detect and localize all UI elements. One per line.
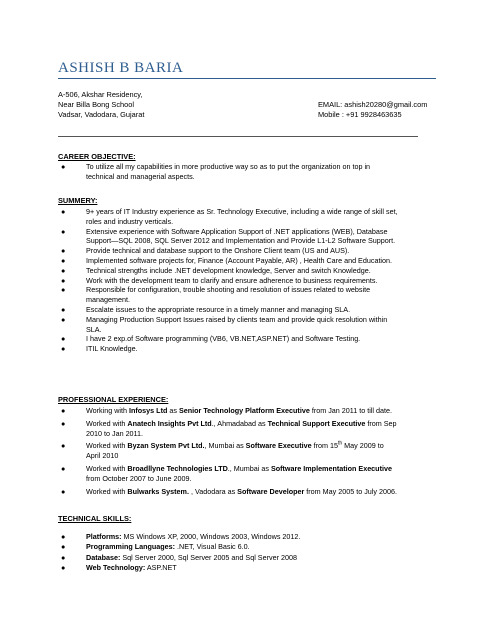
mobile-text: Mobile : +91 9928463635 xyxy=(318,110,402,119)
list-item xyxy=(58,276,440,286)
list-item-text: ITIL Knowledge. xyxy=(86,344,138,354)
list-item-text: Extensive experience with Software Application Support of .NET applications (WEB), Database xyxy=(86,226,388,236)
bullet-icon: ● xyxy=(61,255,66,265)
list-item xyxy=(58,162,440,182)
header-divider xyxy=(58,78,436,79)
list-item xyxy=(58,464,440,484)
bullet-icon: ● xyxy=(61,246,66,256)
exp-text: , Vadodara as xyxy=(188,486,238,496)
address-line: Near Billa Bong School xyxy=(58,100,135,109)
objective-list xyxy=(58,162,440,182)
list-item xyxy=(58,553,440,563)
exp-dates-sup: th xyxy=(337,441,343,447)
list-item-text: Provide technical and database support to the Onshore Client team (US and AUS). xyxy=(86,246,350,256)
list-item xyxy=(58,227,440,247)
list-item-text: Escalate issues to the appropriate resource in a timely manner and managing SLA. xyxy=(86,304,351,314)
email-text: EMAIL: ashish20280@gmail.com xyxy=(318,100,428,109)
skill-value: ASP.NET xyxy=(145,562,177,572)
bullet-icon: ● xyxy=(61,562,66,572)
list-item xyxy=(58,487,440,497)
list-item-text: SLA. xyxy=(86,324,102,334)
exp-dates: from May 2005 to July 2006. xyxy=(304,486,397,496)
job-role: Technical Support Executive xyxy=(267,418,366,428)
list-item-text: technical and managerial aspects. xyxy=(86,171,195,181)
list-item xyxy=(58,406,440,416)
exp-text: ., Mumbai as xyxy=(227,463,271,473)
summary-heading: SUMMERY: xyxy=(58,196,98,205)
bullet-icon: ● xyxy=(61,463,66,473)
bullet-icon: ● xyxy=(61,486,66,496)
exp-text: as xyxy=(167,406,179,415)
bullet-icon: ● xyxy=(61,226,66,236)
bullet-icon: ● xyxy=(61,441,66,451)
exp-text: Worked with xyxy=(86,463,128,473)
list-item xyxy=(58,344,440,354)
bullet-icon: ● xyxy=(61,418,66,428)
bullet-icon: ● xyxy=(61,542,66,552)
list-item xyxy=(58,315,440,335)
bullet-icon: ● xyxy=(61,275,66,285)
company-name: Byzan System Pvt Ltd. xyxy=(127,441,205,451)
bullet-icon: ● xyxy=(61,265,66,275)
list-item xyxy=(58,285,440,305)
exp-dates: 2010 to Jan 2011. xyxy=(86,428,144,438)
job-role: Software Developer xyxy=(237,486,305,496)
list-item xyxy=(58,207,440,227)
company-name: Anatech Insights Pvt Ltd xyxy=(127,418,212,428)
skills-list xyxy=(58,532,440,573)
list-item xyxy=(58,532,440,542)
list-item xyxy=(58,334,440,344)
skill-label: Platforms: xyxy=(86,532,122,541)
list-item-text: To utilize all my capabilities in more productive way so as to put the organization on top in xyxy=(86,162,371,171)
objective-heading: CAREER OBJECTIVE: xyxy=(58,152,136,161)
list-item-text: 9+ years of IT Industry experience as Sr. Technology Executive, including a wide range of skill set, xyxy=(86,207,398,216)
exp-dates: April 2010 xyxy=(86,451,119,461)
exp-dates: from October 2007 to June 2009. xyxy=(86,473,192,483)
bullet-icon: ● xyxy=(61,406,66,415)
skill-value: MS Windows XP, 2000, Windows 2003, Windows 2012. xyxy=(121,532,301,541)
skill-label: Database: xyxy=(86,552,121,562)
bullet-icon: ● xyxy=(61,304,66,314)
skill-label: Programming Languages: xyxy=(86,542,176,552)
list-item-text: management. xyxy=(86,295,130,305)
bullet-icon: ● xyxy=(61,532,66,541)
skills-heading: TECHNICAL SKILLS: xyxy=(58,514,132,523)
list-item-text: I have 2 exp.of Software programming (VB6, VB.NET,ASP.NET) and Software Testing. xyxy=(86,334,361,344)
list-item-text: Managing Production Support Issues raised by clients team and provide quick resolution within xyxy=(86,314,388,324)
experience-heading: PROFESSIONAL EXPERIENCE: xyxy=(58,395,169,404)
skill-value: .NET, Visual Basic 6.0. xyxy=(175,542,250,552)
job-role: Software Implementation Executive xyxy=(270,463,392,473)
list-item-text: Work with the development team to clarify and ensure adherence to business requirements. xyxy=(86,275,378,285)
list-item xyxy=(58,542,440,552)
summary-list xyxy=(58,207,440,354)
list-item xyxy=(58,246,440,256)
exp-dates: May 2009 to xyxy=(342,441,384,451)
list-item xyxy=(58,563,440,573)
bullet-icon: ● xyxy=(61,207,66,216)
bullet-icon: ● xyxy=(61,344,66,354)
exp-text: , Mumbai as xyxy=(204,441,246,451)
exp-text: Working with xyxy=(86,406,130,415)
exp-text: Worked with xyxy=(86,486,128,496)
exp-dates: from Sep xyxy=(365,418,397,428)
address-line: A-506, Akshar Residency, xyxy=(58,90,143,99)
list-item-text: Technical strengths include .NET development knowledge, Server and switch Knowledge. xyxy=(86,265,371,275)
list-item-text: Responsible for configuration, trouble shooting and resolution of issues related to website xyxy=(86,285,371,295)
address-line: Vadsar, Vadodara, Gujarat xyxy=(58,110,145,119)
exp-text: Worked with xyxy=(86,418,128,428)
job-role: Senior Technology Platform Executive xyxy=(178,406,310,415)
list-item xyxy=(58,441,440,461)
list-item-text: roles and industry verticals. xyxy=(86,216,174,226)
skill-value: Sql Server 2000, Sql Server 2005 and Sql Server 2008 xyxy=(120,552,297,562)
list-item xyxy=(58,256,440,266)
list-item-text: Support—SQL 2008, SQL Server 2012 and Implementation and Provide L1-L2 Software Support. xyxy=(86,236,396,246)
exp-text: Worked with xyxy=(86,441,128,451)
list-item xyxy=(58,419,440,439)
list-item xyxy=(58,305,440,315)
bullet-icon: ● xyxy=(61,552,66,562)
bullet-icon: ● xyxy=(61,314,66,324)
company-name: Infosys Ltd xyxy=(129,406,168,415)
job-role: Software Executive xyxy=(245,441,312,451)
company-name: Bulwarks System. xyxy=(127,486,189,496)
bullet-icon: ● xyxy=(61,285,66,295)
exp-text: ., Ahmadabad as xyxy=(211,418,268,428)
section-divider xyxy=(58,136,418,137)
bullet-icon: ● xyxy=(61,162,66,171)
exp-dates: from Jan 2011 to till date. xyxy=(309,406,392,415)
company-name: Broadllyne Technologies LTD xyxy=(127,463,228,473)
experience-list xyxy=(58,406,440,499)
skill-label: Web Technology: xyxy=(86,562,146,572)
bullet-icon: ● xyxy=(61,334,66,344)
exp-dates: from 15 xyxy=(311,441,338,451)
candidate-name: ASHISH B BARIA xyxy=(58,60,184,76)
list-item xyxy=(58,266,440,276)
list-item-text: Implemented software projects for, Finance (Account Payable, AR) , Health Care and Education. xyxy=(86,255,393,265)
